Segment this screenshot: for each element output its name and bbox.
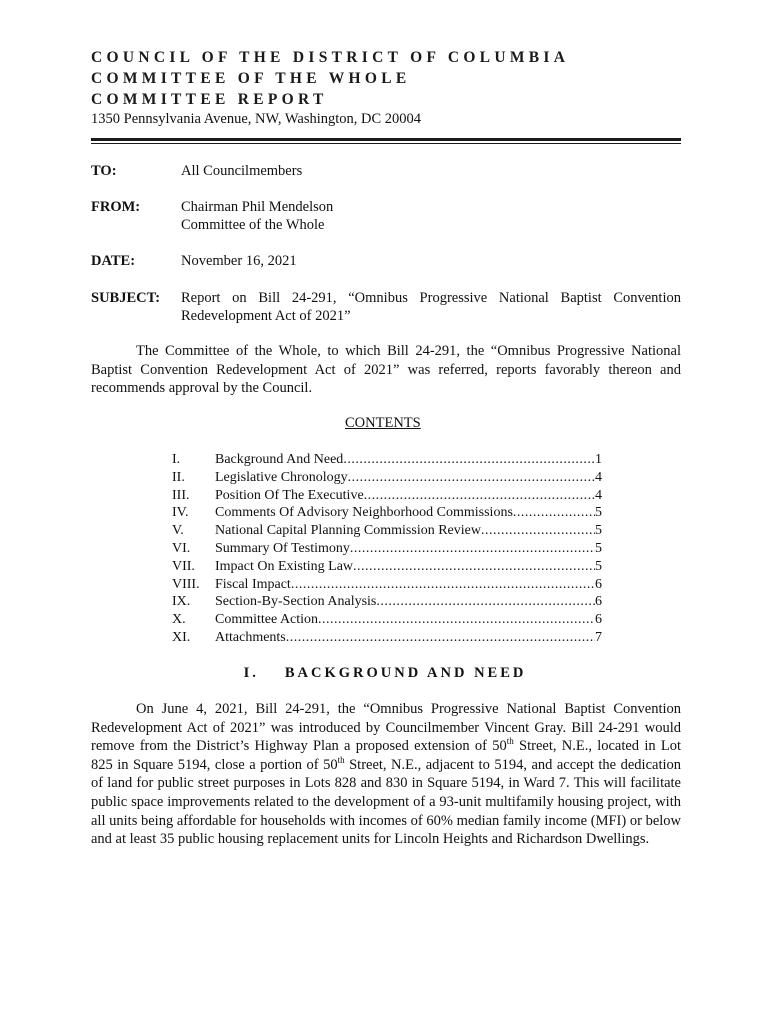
toc-entry[interactable] — [172, 558, 602, 576]
toc-title: Legislative Chronology — [215, 469, 348, 485]
council-name-heading: COUNCIL OF THE DISTRICT OF COLUMBIA — [91, 49, 570, 66]
toc-page-number: 6 — [595, 594, 602, 610]
council-address: 1350 Pennsylvania Avenue, NW, Washington, DC 20004 — [91, 111, 422, 127]
memo-subject-label: SUBJECT: — [91, 290, 161, 306]
toc-number: V. — [172, 523, 184, 539]
table-of-contents — [172, 451, 602, 647]
toc-page-number: 5 — [595, 558, 602, 574]
toc-title: Background And Need — [215, 452, 344, 467]
toc-leader — [376, 593, 595, 611]
toc-title: Committee Action — [215, 612, 319, 628]
memo-from-label: FROM: — [91, 199, 141, 215]
toc-page-number: 1 — [595, 452, 602, 467]
section-number: I. — [243, 665, 259, 681]
toc-title: Comments Of Advisory Neighborhood Commissions — [215, 505, 513, 521]
toc-page-number: 5 — [595, 540, 602, 556]
toc-number: X. — [172, 612, 186, 628]
header-divider-thin — [91, 143, 681, 144]
memo-date-label: DATE: — [91, 253, 136, 269]
section-title: BACKGROUND AND NEED — [284, 665, 527, 681]
header-divider-thick — [91, 138, 681, 141]
toc-number: II. — [172, 469, 185, 485]
committee-name-heading: COMMITTEE OF THE WHOLE — [91, 70, 411, 87]
toc-page-number: 5 — [595, 523, 602, 539]
toc-number: I. — [172, 452, 181, 467]
toc-page-number: 5 — [595, 505, 602, 521]
toc-number: VII. — [172, 558, 195, 574]
toc-leader — [364, 487, 595, 505]
toc-title: Attachments — [215, 629, 286, 645]
toc-number: III. — [172, 487, 190, 503]
report-type-heading: COMMITTEE REPORT — [91, 91, 328, 108]
memo-to-value: All Councilmembers — [181, 163, 303, 179]
ordinal-suffix: th — [506, 736, 514, 747]
background-paragraph — [91, 700, 681, 849]
toc-number: VIII. — [172, 576, 200, 592]
toc-title: Fiscal Impact — [215, 576, 291, 592]
intro-paragraph: The Committee of the Whole, to which Bill 24-291, the “Omnibus Progressive National Baptist Convention Redevelopment Act of 2021” was referred, reports favorably thereon and recommends approval by the Council. — [91, 343, 681, 397]
toc-title: Section-By-Section Analysis — [215, 594, 377, 610]
toc-entry[interactable] — [172, 611, 602, 629]
toc-page-number: 6 — [595, 576, 602, 592]
toc-number: XI. — [172, 629, 191, 645]
toc-leader — [481, 522, 595, 540]
section-heading — [0, 664, 770, 682]
toc-number: VI. — [172, 540, 191, 556]
background-text-2: Street, N.E., located in Lot 825 in Square 5194, close a portion of 50 — [91, 738, 681, 773]
ordinal-suffix: th — [337, 754, 345, 765]
memo-subject-value: Report on Bill 24-291, “Omnibus Progressive National Baptist Convention Redevelopment Act of 2021” — [181, 290, 681, 324]
memo-from-committee: Committee of the Whole — [181, 217, 325, 233]
toc-title: Position Of The Executive — [215, 487, 364, 503]
toc-leader — [350, 540, 595, 558]
toc-leader — [286, 629, 595, 647]
background-text-1: On June 4, 2021, Bill 24-291, the “Omnibus Progressive National Baptist Convention Redevelopment Act of 2021” was introduced by Councilmember Vincent Gray. Bill 24-291 would remove from the District’s Highway Plan a proposed extension of 50 — [91, 701, 681, 755]
toc-title: Summary Of Testimony — [215, 540, 350, 556]
memo-date-value: November 16, 2021 — [181, 253, 297, 269]
toc-page-number: 4 — [595, 487, 602, 503]
memo-to-label: TO: — [91, 163, 117, 179]
toc-entry[interactable] — [172, 576, 602, 594]
toc-number: IV. — [172, 505, 189, 521]
toc-title: Impact On Existing Law — [215, 558, 354, 574]
toc-entry[interactable] — [172, 469, 602, 487]
toc-entry[interactable] — [172, 487, 602, 505]
toc-entry[interactable] — [172, 522, 602, 540]
toc-leader — [353, 558, 595, 576]
toc-page-number: 6 — [595, 612, 602, 628]
toc-leader — [343, 451, 595, 469]
contents-title: CONTENTS — [345, 415, 421, 431]
toc-leader — [348, 469, 595, 487]
toc-entry[interactable] — [172, 629, 602, 647]
toc-entry[interactable] — [172, 504, 602, 522]
memo-from-name: Chairman Phil Mendelson — [181, 199, 334, 215]
toc-leader — [318, 611, 595, 629]
toc-entry[interactable] — [172, 593, 602, 611]
toc-leader — [513, 504, 595, 522]
toc-entry[interactable] — [172, 451, 602, 469]
background-text-3: Street, N.E., adjacent to 5194, and accept the dedication of land for public street purposes in Lots 828 and 830 in Square 5194, in Ward 7. This will facilitate public space improvements related to the development of a 93-unit multifamily housing project, with all units being affordable for households with incomes of 60% median family income (MFI) or below and at least 35 public housing replacement units for Lincoln Heights and Richardson Dwellings. — [91, 756, 681, 848]
toc-leader — [291, 576, 595, 594]
toc-page-number: 4 — [595, 469, 602, 485]
toc-number: IX. — [172, 594, 191, 610]
toc-title: National Capital Planning Commission Review — [215, 523, 481, 539]
toc-page-number: 7 — [595, 629, 602, 645]
toc-entry[interactable] — [172, 540, 602, 558]
